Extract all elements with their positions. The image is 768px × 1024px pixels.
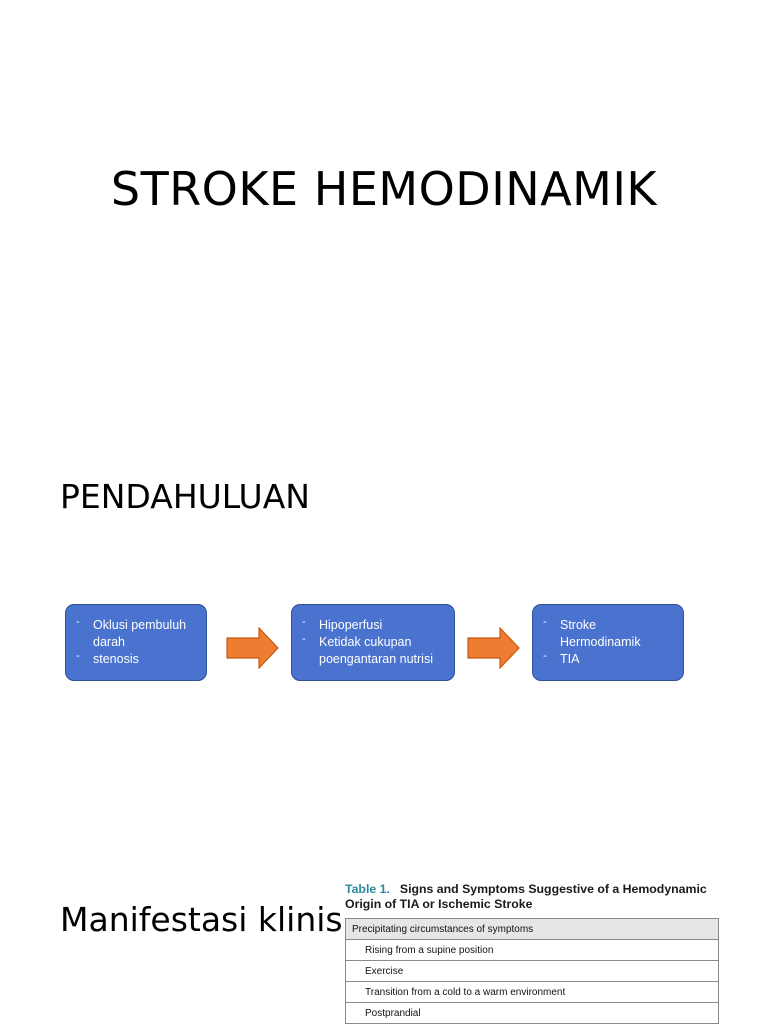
table-caption-text: Signs and Symptoms Suggestive of a Hemodynamic Origin of TIA or Ischemic Stroke: [345, 882, 707, 911]
flow-box-item: - Hipoperfusi: [300, 617, 444, 634]
table-row: Exercise: [346, 961, 719, 982]
flow-box-mechanism: [291, 604, 455, 681]
section-heading-pendahuluan: PENDAHULUAN: [60, 477, 310, 516]
right-arrow-icon: [226, 627, 280, 669]
flow-box-item: - Oklusi pembuluh darah: [74, 617, 196, 651]
section-heading-manifestasi: Manifestasi klinis: [60, 900, 343, 939]
table-label: Table 1.: [345, 882, 390, 896]
flow-box-item: - Stroke Hermodinamik: [541, 617, 673, 651]
table-row: Transition from a cold to a warm environment: [346, 982, 719, 1003]
table-figure: [345, 882, 719, 1024]
flow-box-item: - stenosis: [74, 651, 196, 668]
flow-box-item: - TIA: [541, 651, 673, 668]
flow-box-item: - Ketidak cukupan poengantaran nutrisi: [300, 634, 444, 668]
table-caption: [345, 882, 719, 911]
symptoms-table: [345, 918, 719, 1024]
table-row: Postprandial: [346, 1003, 719, 1024]
table-row: Rising from a supine position: [346, 940, 719, 961]
table-header-cell: Precipitating circumstances of symptoms: [346, 919, 719, 940]
flow-box-cause: [65, 604, 207, 681]
flow-box-outcome: [532, 604, 684, 681]
slide-title: STROKE HEMODINAMIK: [110, 162, 658, 216]
right-arrow-icon: [467, 627, 521, 669]
